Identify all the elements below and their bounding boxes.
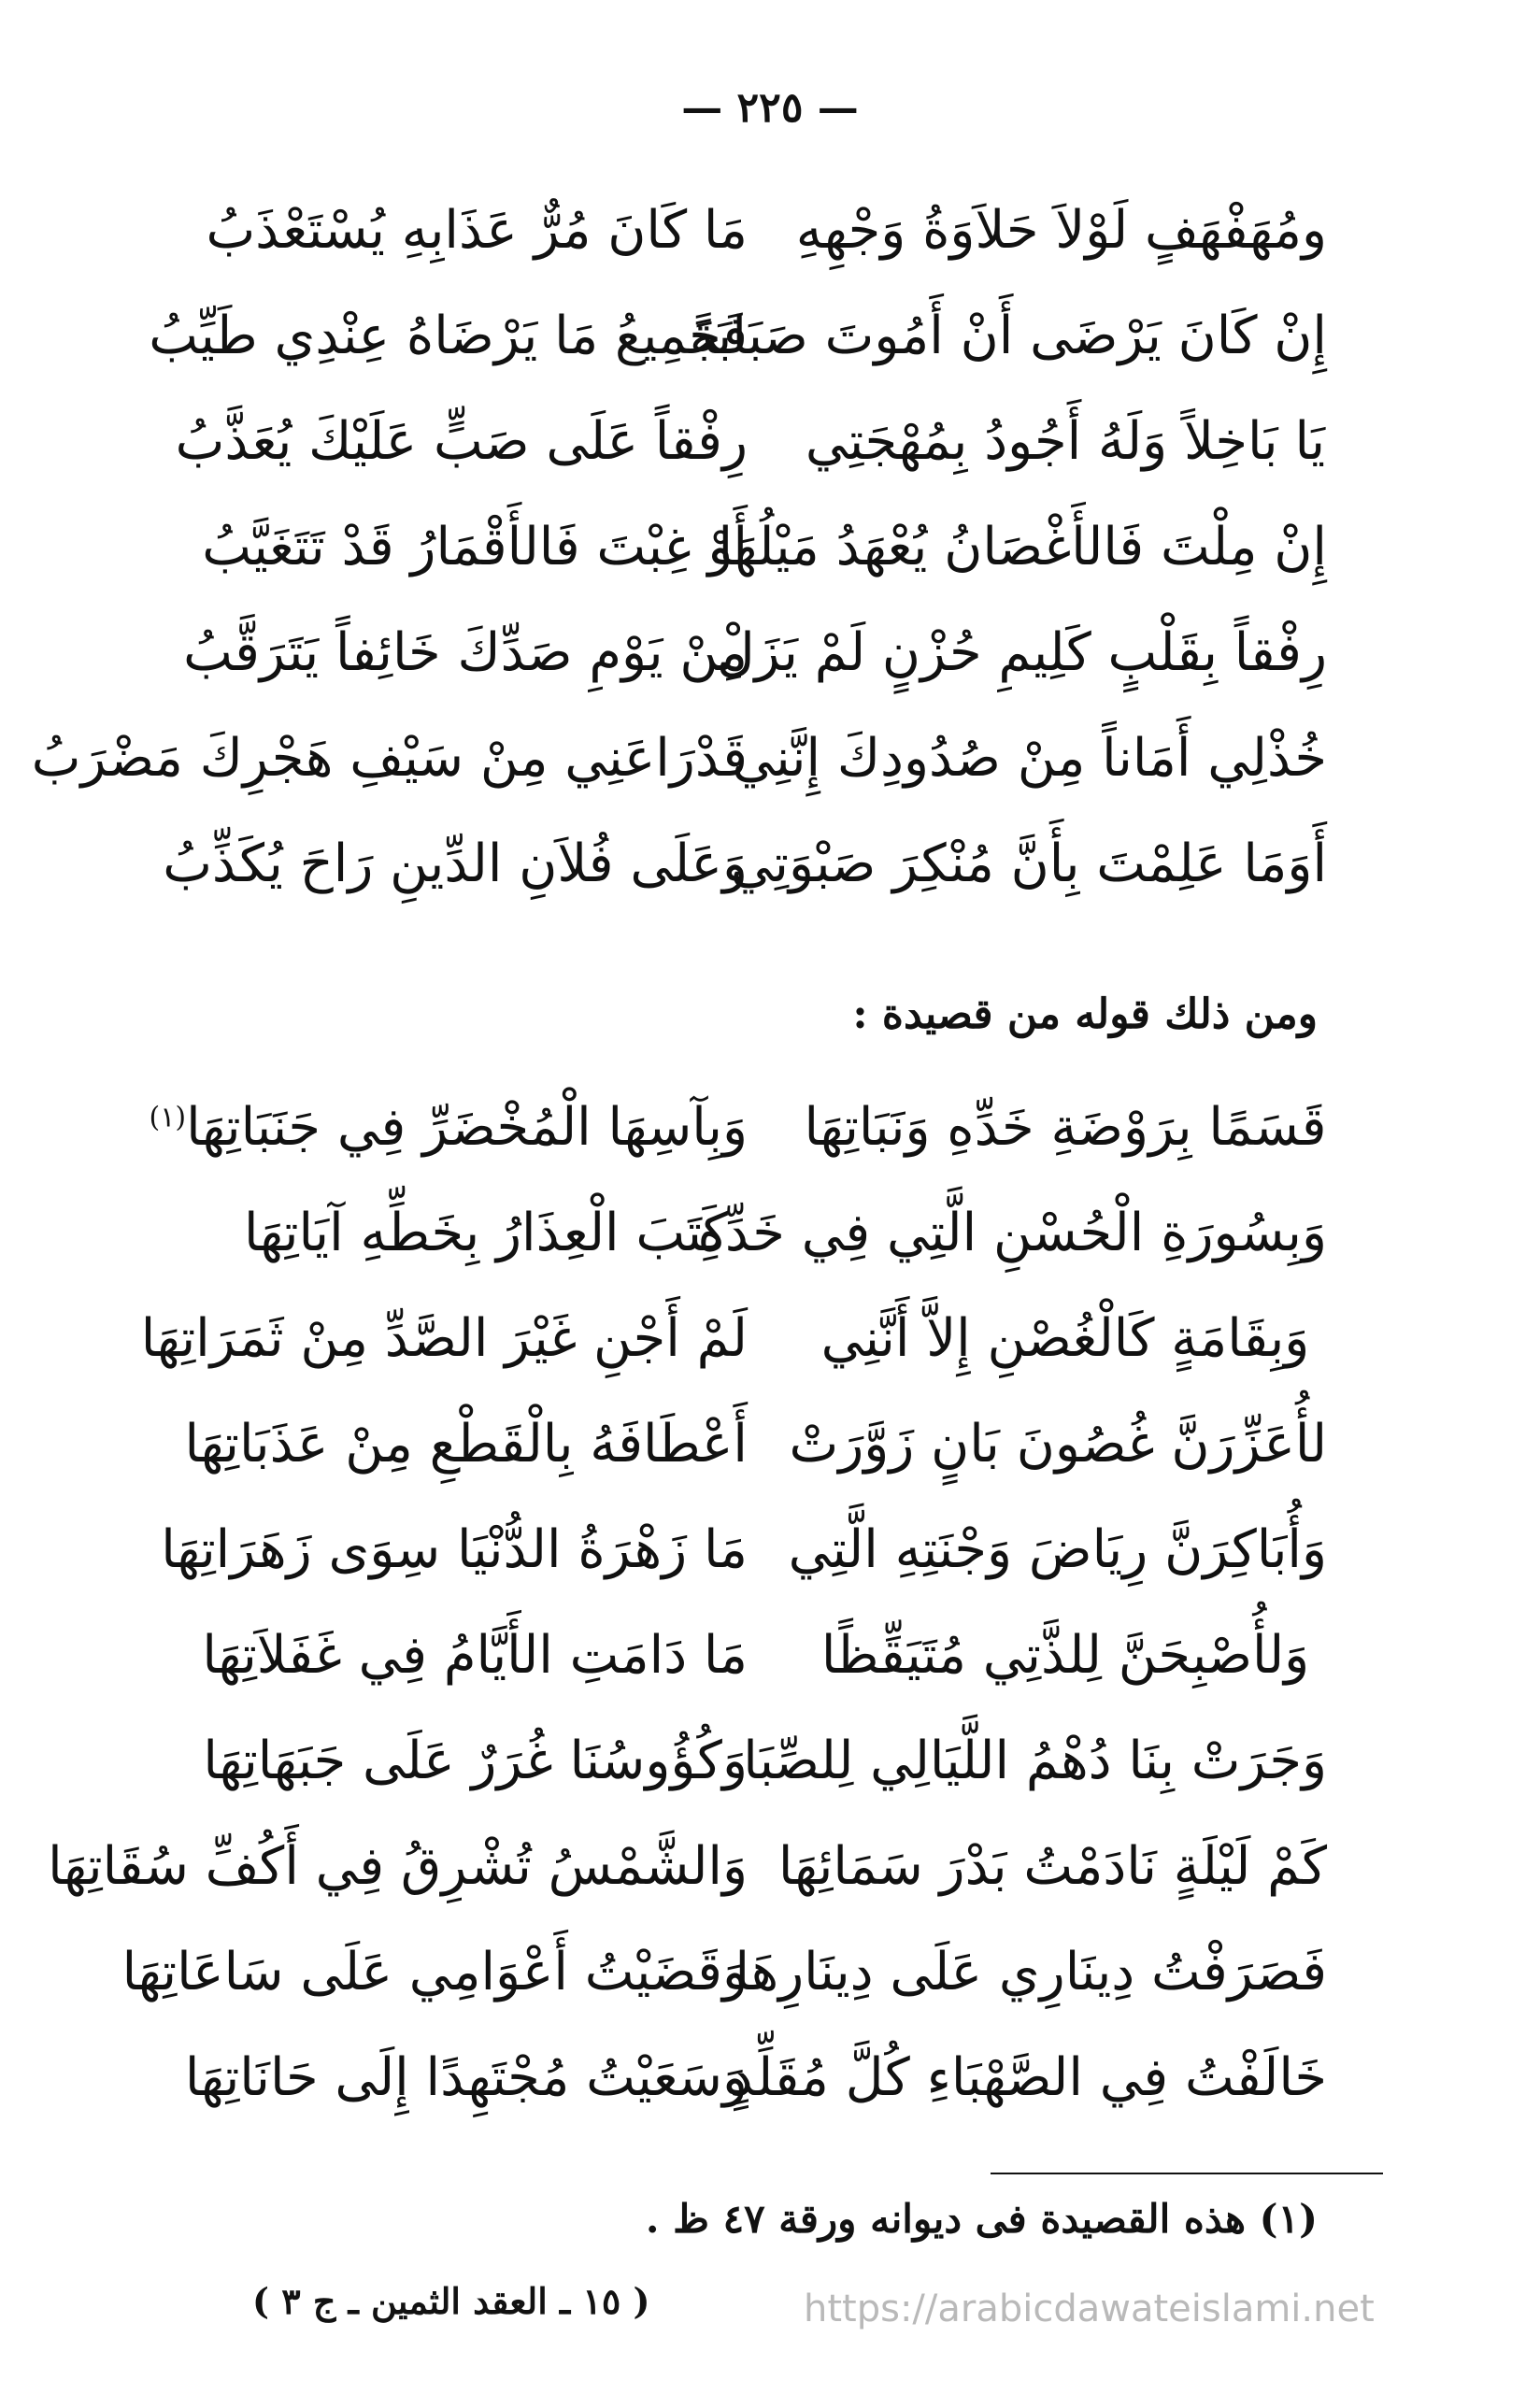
hemistich-right: قَسَمًا بِرَوْضَةِ خَدِّهِ وَنَبَاتِهَا [804,1097,1327,1158]
signature-line: ( ١٥ ـ العقد الثمين ـ ج ٣ ) [252,2280,650,2322]
hemistich-right: إِنْ كَانَ يَرْضَى أَنْ أَمُوتَ صَبَابَةً [689,306,1327,366]
verse [224,1180,1327,1286]
footnote: (١) هذه القصيدة فى ديوانه ورقة ٤٧ ظ . [645,2196,1318,2242]
hemistich-right: لأُعَزِّرَنَّ غُصُونَ بَانٍ زَوَّرَتْ [789,1414,1327,1475]
page-number: — ٢٢٥ — [681,84,859,132]
hemistich-left: مَا كَانَ مُرٌّ عَذَابِهِ يُسْتَعْذَبُ [206,200,748,261]
verse [203,1708,1327,1814]
verse [202,1603,1327,1708]
hemistich-left [149,1097,748,1158]
hemistich-left: وَكُؤُوسُنَا غُرَرٌ عَلَى جَبَهَاتِهَا [203,1731,748,1791]
hemistich-right: وَبِقَامَةٍ كَالْغُصْنِ إِلاَّ أَنَّنِي [820,1308,1310,1369]
hemistich-left: لَمْ أَجْنِ غَيْرَ الصَّدِّ مِنْ ثَمَرَاتِهَا [140,1308,748,1369]
intro-line: ومن ذلك قوله من قصيدة : [852,990,1318,1038]
hemistich-right: رِفْقاً بِقَلْبٍ كَلِيمِ حُزْنٍ لَمْ يَزَلْ [716,622,1327,683]
hemistich-left: وَالشَّمْسُ تُشْرِقُ فِي أَكُفِّ سُقَاتِهَا [48,1836,748,1897]
footnote-reference: (١) [149,1101,187,1134]
verse [183,600,1327,705]
hemistich-left: مَا زَهْرَةُ الدُّنْيَا سِوَى زَهَرَاتِهَا [161,1519,748,1580]
hemistich-right: ومُهَفْهَفٍ لَوْلاَ حَلاَوَةُ وَجْهِهِ [795,200,1327,261]
hemistich-right: خُذْلِي أَمَاناً مِنْ صُدُودِكَ إِنَّنِي [732,728,1327,789]
hemistich-right: أَوَمَا عَلِمْتَ بِأَنَّ مُنْكِرَ صَبْوَتِي [730,834,1327,894]
verse [175,389,1327,494]
poem-1 [31,178,1327,917]
hemistich-right: فَصَرَفْتُ دِينَارِي عَلَى دِينَارِهَا [734,1942,1327,2002]
hemistich-right: وَأُبَاكِرَنَّ رِيَاضَ وَجْنَتِهِ الَّتِي [788,1519,1327,1580]
verse [163,811,1327,917]
watermark-url: https://arabicdawateislami.net [804,2287,1375,2330]
verse [149,1075,1327,1180]
verse [149,283,1327,389]
verse [161,1497,1327,1603]
hemistich-left: أَوْ غِبْتَ فَالأَقْمَارُ قَدْ تَتَغَيَّبُ [202,517,748,577]
hemistich-left: كَتَبَ الْعِذَارُ بِخَطِّهِ آيَاتِهَا [244,1203,728,1263]
hemistich-left: أَعْطَافَهُ بِالْقَطْعِ مِنْ عَذَبَاتِهَا [184,1414,748,1475]
hemistich-right: وَجَرَتْ بِنَا دُهْمُ اللَّيَالِي لِلصِّبَا [743,1731,1327,1791]
hemistich-left: وَعَلَى فُلاَنِ الدِّينِ رَاحَ يُكَذِّبُ [163,834,748,894]
hemistich-left-text: وَبِآسِهَا الْمُخْضَرِّ فِي جَنَبَاتِهَا [186,1097,748,1158]
hemistich-left: وَقَضَيْتُ أَعْوَامِي عَلَى سَاعَاتِهَا [121,1942,748,2002]
verse [184,2025,1327,2130]
hemistich-left: فَجَمِيعُ مَا يَرْضَاهُ عِنْدِي طَيِّبُ [149,306,748,366]
verse [48,1814,1327,1919]
hemistich-left: وَسَعَيْتُ مُجْتَهِدًا إِلَى حَانَاتِهَا [184,2047,748,2108]
hemistich-right: وَبِسُورَةِ الْحُسْنِ الَّتِي فِي خَدِّهِ [697,1203,1327,1263]
hemistich-left: مِنْ يَوْمِ صَدِّكَ خَائِفاً يَتَرَقَّبُ [183,622,748,683]
poem-2 [48,1075,1327,2130]
verse [206,178,1327,283]
verse [202,494,1327,600]
verse [140,1286,1327,1391]
hemistich-right: إِنْ مِلْتَ فَالأَغْصَانُ يُعْهَدُ مَيْلُهَا [718,517,1327,577]
hemistich-left: رِفْقاً عَلَى صَبٍّ عَلَيْكَ يُعَذَّبُ [175,411,748,472]
hemistich-right: وَلأُصْبِحَنَّ لِلذَّتِي مُتَيَقِّظًا [820,1625,1310,1686]
hemistich-right: كَمْ لَيْلَةٍ نَادَمْتُ بَدْرَ سَمَائِهَا [777,1836,1327,1897]
verse [184,1391,1327,1497]
hemistich-left: قَدْرَاعَنِي مِنْ سَيْفِ هَجْرِكَ مَضْرَبُ [31,728,748,789]
hemistich-left: مَا دَامَتِ الأَيَّامُ فِي غَفَلاَتِهَا [202,1625,748,1686]
hemistich-right: خَالَفْتُ فِي الصَّهْبَاءِ كُلَّ مُقَلِّدٍ [729,2047,1327,2108]
hemistich-right: يَا بَاخِلاً وَلَهُ أَجُودُ بِمُهْجَتِي [805,411,1326,472]
verse [31,705,1327,811]
footnote-divider [991,2173,1383,2174]
verse [121,1919,1327,2025]
